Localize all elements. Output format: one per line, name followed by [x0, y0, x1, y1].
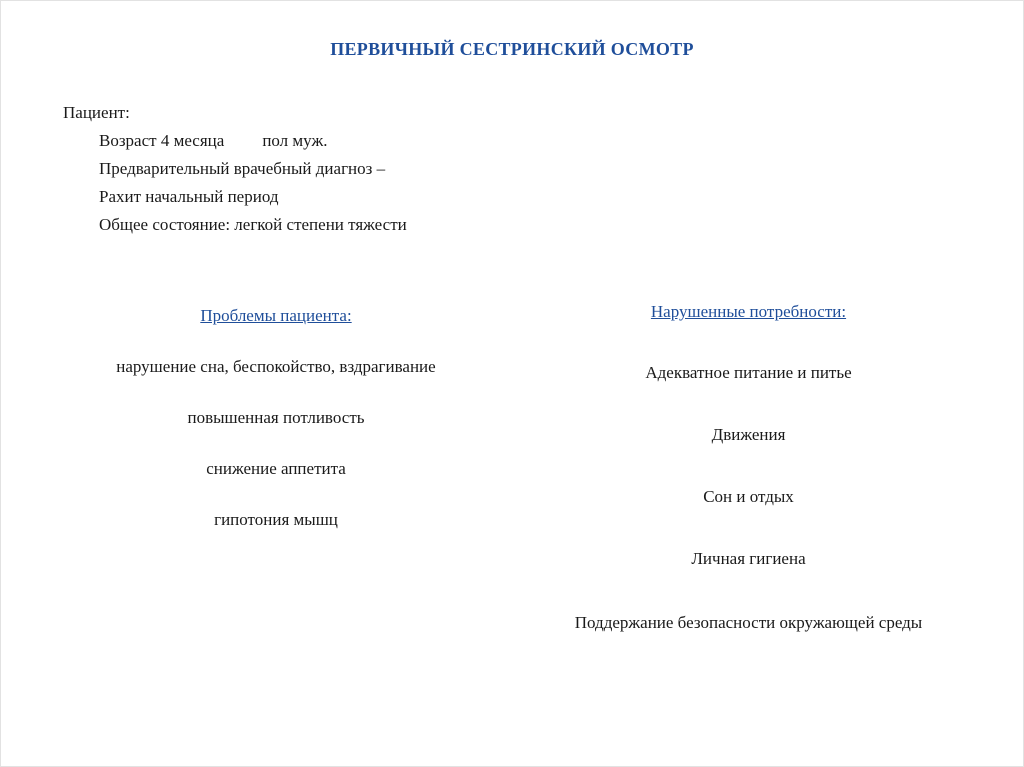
- need-item: Поддержание безопасности окружающей среды: [574, 613, 923, 632]
- needs-heading: Нарушенные потребности:: [650, 302, 847, 321]
- problem-item: нарушение сна, беспокойство, вздрагивание: [116, 357, 436, 376]
- need-item: Сон и отдых: [703, 487, 794, 506]
- diagnosis-label: Предварительный врачебный диагноз –: [99, 159, 386, 178]
- page-title: ПЕРВИЧНЫЙ СЕСТРИНСКИЙ ОСМОТР: [330, 39, 694, 59]
- problem-item: снижение аппетита: [206, 459, 346, 478]
- problems-list: [41, 356, 511, 560]
- problem-item: гипотония мышц: [214, 510, 338, 529]
- need-item: Движения: [711, 425, 786, 444]
- problem-item: повышенная потливость: [187, 408, 365, 427]
- needs-list: [531, 362, 966, 672]
- patient-age-sex-line: [63, 127, 407, 155]
- patient-label: Пациент:: [63, 103, 130, 122]
- problems-column: [41, 306, 511, 560]
- need-item: Личная гигиена: [691, 549, 806, 568]
- need-item: Адекватное питание и питье: [645, 363, 852, 382]
- patient-age: Возраст 4 месяца: [99, 131, 225, 150]
- diagnosis: Рахит начальный период: [99, 187, 279, 206]
- needs-column: [531, 302, 966, 672]
- patient-sex: пол муж.: [262, 131, 328, 150]
- patient-info: [63, 99, 407, 239]
- general-condition: Общее состояние: легкой степени тяжести: [99, 215, 407, 234]
- problems-heading: Проблемы пациента:: [200, 306, 352, 325]
